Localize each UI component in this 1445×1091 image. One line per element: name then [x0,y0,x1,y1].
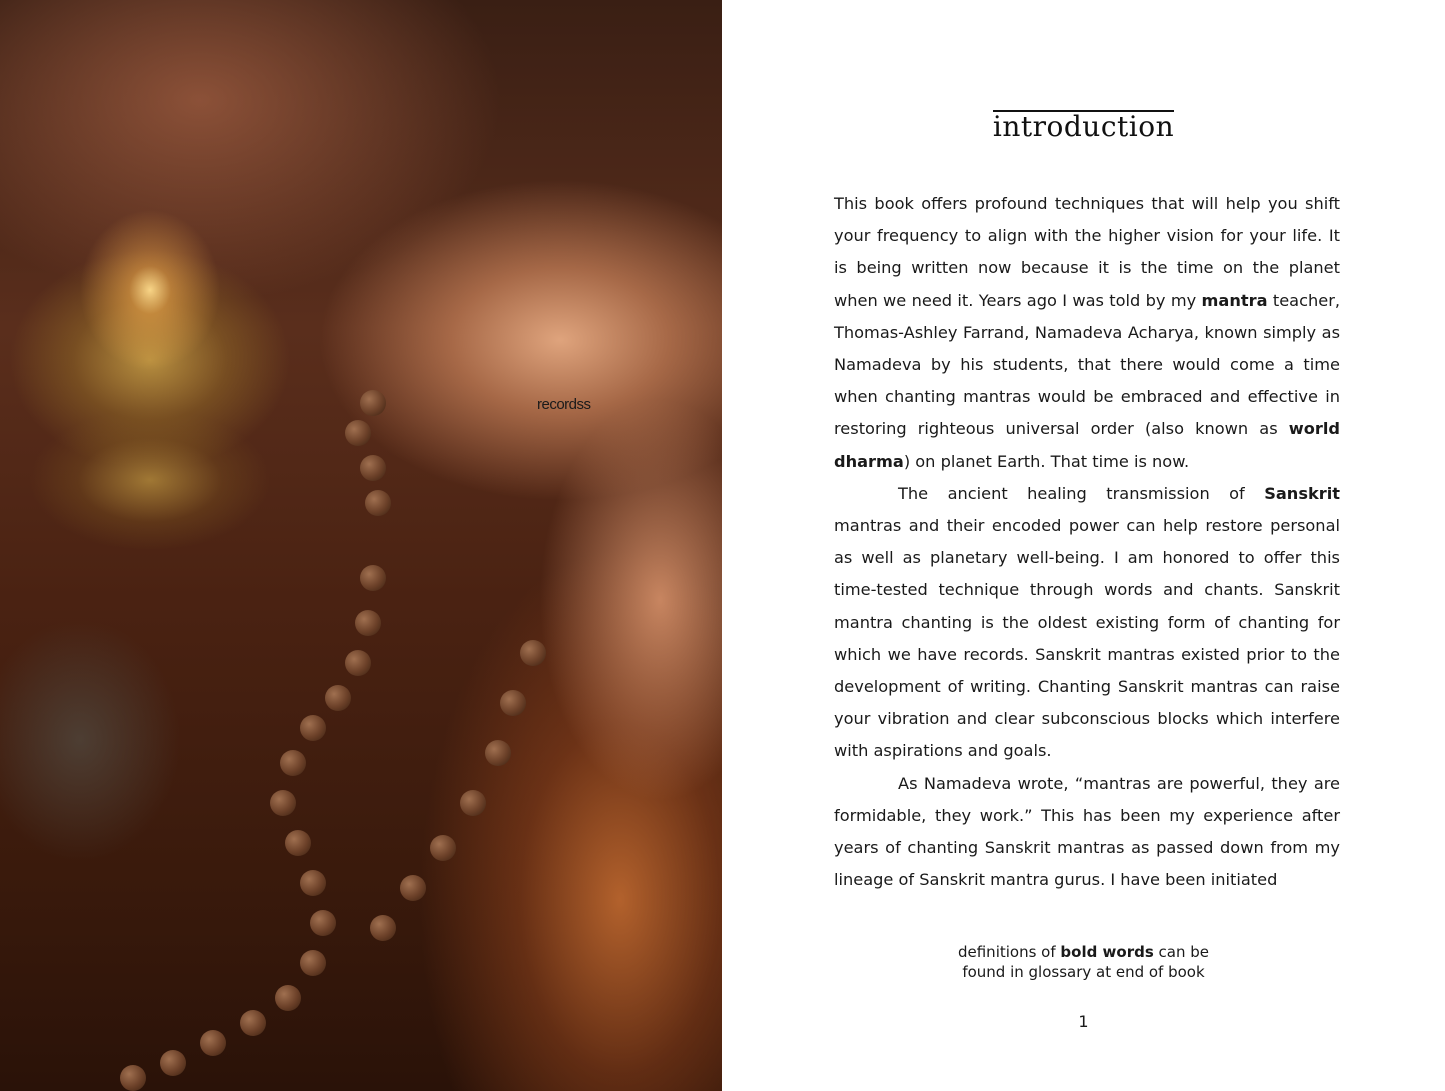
paragraph-1: This book offers profound techniques that will help you shift your frequency to align with the higher vision for your life. It is being written now because it is the time on the planet when we need it. Years ago I was told by my mantra teacher, Thomas-Ashley Farrand, Namadeva Acharya, known simply as Namadeva by his students, that there would come a time when chanting mantras would be embraced and effective in restoring righteous universal order (also known as world dharma) on planet Earth. That time is now. [834,194,1341,471]
paragraph-3: As Namadeva wrote, “mantras are powerful, they are formidable, they work.” This has been my experience after years of chanting Sanskrit mantras as passed down from my lineage of Sanskrit mantra gurus. I have been initiated [834,773,1340,890]
photo-page [0,0,722,1091]
glossary-term: mantra [1201,290,1268,310]
page-number: 1 [1078,1012,1089,1031]
mala-beads-image [0,0,722,1091]
text-page [722,0,1445,1091]
glossary-term: world dharma [834,419,1340,471]
chapter-title: introduction [992,110,1175,143]
body-text [834,188,1340,896]
glossary-term: Sanskrit [1264,483,1340,503]
photo-overlay-caption: recordss [537,396,591,413]
paragraph-2: The ancient healing transmission of Sanskrit mantras and their encoded power can help restore personal as well as planetary well-being. I am honored to offer this time-tested technique through words and chants. Sanskrit mantra chanting is the oldest existing form of chanting for which we have records. Sanskrit mantras existed prior to the development of writing. Chanting Sanskrit mantras can raise your vibration and clear subconscious blocks which interfere with aspirations and goals. [834,483,1340,761]
glossary-footnote: definitions of bold words can be found in glossary at end of book [957,943,1210,981]
